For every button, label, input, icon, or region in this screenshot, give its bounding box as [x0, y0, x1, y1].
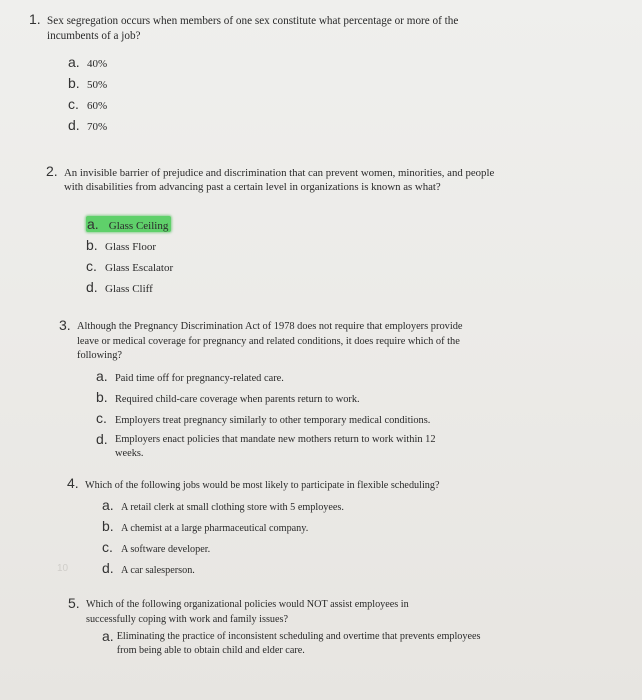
- question-5: [68, 595, 461, 627]
- question-5-options: [102, 628, 482, 658]
- option-text: Required child-care coverage when parents return to work.: [115, 394, 360, 405]
- option-2d[interactable]: [86, 279, 173, 300]
- option-text: Employers enact policies that mandate new mothers return to work within 12 weeks.: [114, 434, 436, 459]
- option-letter: a.: [96, 368, 108, 384]
- option-1c[interactable]: [68, 96, 107, 117]
- option-3b[interactable]: [96, 389, 496, 410]
- option-3d[interactable]: [96, 431, 466, 461]
- option-3a[interactable]: [96, 368, 496, 389]
- question-number: 2.: [46, 163, 58, 179]
- option-text: A retail clerk at small clothing store with 5 employees.: [121, 502, 344, 513]
- option-text: A software developer.: [121, 544, 211, 555]
- question-4: [67, 475, 505, 493]
- option-text: Eliminating the practice of inconsistent scheduling and overtime that prevents employees from being able to obtain child and elder care.: [116, 631, 481, 656]
- question-3-options: [96, 368, 496, 461]
- question-text: Which of the following organizational policies would NOT assist employees in successfully coping with work and family issues?: [86, 599, 409, 625]
- option-text: Glass Cliff: [105, 283, 153, 295]
- option-text: 50%: [87, 79, 108, 91]
- option-letter: a.: [102, 628, 114, 644]
- option-letter: b.: [68, 75, 80, 91]
- option-text: A chemist at a large pharmaceutical company.: [121, 523, 309, 534]
- option-text: A car salesperson.: [121, 565, 195, 576]
- option-3c[interactable]: [96, 410, 496, 431]
- faint-page-mark: 10: [57, 563, 69, 574]
- option-letter: c.: [86, 258, 97, 274]
- option-text: Paid time off for pregnancy-related care.: [115, 373, 284, 384]
- option-1a[interactable]: [68, 54, 107, 75]
- question-text: Sex segregation occurs when members of one sex constitute what percentage or more of the incumbents of a job?: [47, 15, 459, 42]
- option-text: Glass Ceiling: [108, 220, 169, 232]
- option-letter: d.: [96, 431, 108, 447]
- question-text: Which of the following jobs would be most likely to participate in flexible scheduling?: [85, 480, 440, 491]
- option-1d[interactable]: [68, 117, 107, 138]
- answer-highlight: [86, 216, 171, 232]
- question-number: 1.: [29, 11, 41, 27]
- option-2a[interactable]: [86, 216, 173, 237]
- option-letter: a.: [102, 497, 114, 513]
- option-letter: a.: [68, 54, 80, 70]
- option-letter: b.: [86, 237, 98, 253]
- option-4d[interactable]: [102, 560, 344, 581]
- option-text: Employers treat pregnancy similarly to other temporary medical conditions.: [115, 415, 431, 426]
- question-number: 4.: [67, 475, 79, 491]
- option-1b[interactable]: [68, 75, 107, 96]
- option-text: Glass Floor: [105, 241, 157, 253]
- option-5a[interactable]: [102, 628, 482, 658]
- option-4c[interactable]: [102, 539, 344, 560]
- question-4-options: [102, 497, 344, 581]
- option-2c[interactable]: [86, 258, 173, 279]
- option-4b[interactable]: [102, 518, 344, 539]
- option-text: 40%: [87, 58, 108, 70]
- question-number: 3.: [59, 317, 71, 333]
- option-letter: c.: [96, 410, 107, 426]
- option-letter: d.: [102, 560, 114, 576]
- option-4a[interactable]: [102, 497, 344, 518]
- question-2-options: [86, 216, 173, 300]
- option-letter: d.: [68, 117, 80, 133]
- question-text: Although the Pregnancy Discrimination Act of 1978 does not require that employers provide leave or medical coverage for pregnancy and related conditions, it does require which of the following?: [77, 321, 463, 361]
- question-text: An invisible barrier of prejudice and discrimination that can prevent women, minorities, and people with disabilities from advancing past a certain level in organizations is known as what?: [64, 167, 495, 193]
- option-letter: a.: [87, 216, 99, 232]
- question-2: [46, 163, 499, 194]
- question-3: [59, 317, 487, 364]
- option-2b[interactable]: [86, 237, 173, 258]
- option-letter: b.: [102, 518, 114, 534]
- question-number: 5.: [68, 595, 80, 611]
- option-text: 60%: [87, 100, 108, 112]
- option-letter: d.: [86, 279, 98, 295]
- option-text: Glass Escalator: [105, 262, 174, 274]
- option-letter: b.: [96, 389, 108, 405]
- option-text: 70%: [87, 121, 108, 133]
- option-letter: c.: [102, 539, 113, 555]
- option-letter: c.: [68, 96, 79, 112]
- question-1-options: [68, 54, 107, 138]
- question-1: [29, 11, 497, 44]
